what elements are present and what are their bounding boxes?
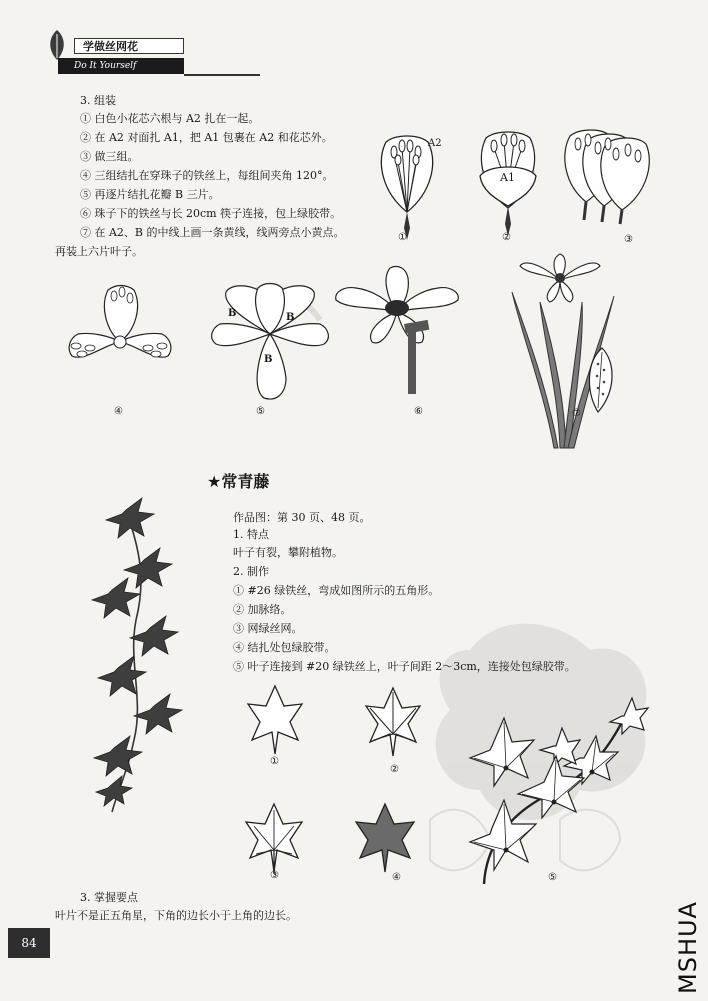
header-title: 学做丝网花 [74, 38, 184, 54]
flower-figure-6 [332, 262, 462, 402]
label-b-1: B [228, 308, 237, 319]
section-a-heading: 3. 组装 [80, 94, 116, 107]
header-subtitle: Do It Yourself [58, 58, 184, 74]
flower-figure-5 [200, 278, 340, 408]
section-b-step-4: ④ 结扎处包绿胶带。 [233, 641, 336, 654]
flower-figure-4 [62, 282, 178, 402]
page-number: 84 [8, 928, 50, 958]
fig-a-label-3: ③ [624, 234, 633, 245]
ivy-label-5: ⑤ [548, 872, 557, 883]
section-a-step-5: ⑤ 再逐片结扎花瓣 B 三片。 [80, 188, 220, 201]
section-a-tail: 再装上六片叶子。 [55, 245, 143, 258]
watermark-text: MSHUA [674, 901, 702, 994]
ivy-vine-illustration [90, 490, 200, 820]
section-b-feature-heading: 1. 特点 [233, 528, 269, 541]
fig-a-label-2: ② [502, 232, 511, 243]
ivy-leaf-figure-4 [352, 800, 418, 876]
section-a-step-1: ① 白色小花芯六根与 A2 扎在一起。 [80, 112, 260, 125]
section-b-make-heading: 2. 制作 [233, 565, 269, 578]
ivy-label-2: ② [390, 764, 399, 775]
flower-figure-7 [504, 252, 644, 452]
label-a1: A1 [500, 171, 515, 184]
section-a-step-7: ⑦ 在 A2、B 的中线上画一条黄线，线两旁点小黄点。 [80, 226, 345, 239]
ivy-label-4: ④ [392, 872, 401, 883]
section-a-step-2: ② 在 A2 对面扎 A1，把 A1 包裹在 A2 和花芯外。 [80, 131, 333, 144]
section-b-step-2: ② 加脉络。 [233, 603, 292, 616]
section-a-step-6: ⑥ 珠子下的铁丝与长 20cm 筷子连接，包上绿胶带。 [80, 207, 342, 220]
section-b-step-1: ① #26 绿铁丝，弯成如图所示的五角形。 [233, 584, 440, 597]
ivy-label-3: ③ [270, 870, 279, 881]
label-a2: A2 [428, 138, 442, 149]
section-b-ref: 作品图：第 30 页、48 页。 [233, 511, 371, 524]
ivy-branch-figure-5 [456, 688, 646, 888]
fig-a-label-5: ⑤ [256, 406, 265, 417]
label-b-3: B [264, 354, 273, 365]
fig-a-label-4: ④ [114, 406, 123, 417]
fig-a-label-7: ⑦ [572, 408, 581, 419]
section-a-step-3: ③ 做三组。 [80, 150, 139, 163]
ivy-leaf-figure-1 [244, 682, 306, 758]
ivy-label-1: ① [270, 756, 279, 767]
ivy-leaf-figure-2 [362, 684, 424, 760]
ivy-leaf-figure-3 [242, 800, 306, 876]
section-b-feature: 叶子有裂，攀附植物。 [233, 546, 343, 559]
fig-a-label-1: ① [398, 232, 407, 243]
label-b-2: B [286, 312, 295, 323]
section-c-text: 叶片不是正五角星，下角的边长小于上角的边长。 [55, 909, 297, 922]
section-b-step-3: ③ 网绿丝网。 [233, 622, 303, 635]
watermark [670, 880, 704, 998]
section-b-step-5: ⑤ 叶子连接到 #20 绿铁丝上，叶子间距 2～3cm，连接处包绿胶带。 [233, 660, 576, 673]
flower-figure-3 [556, 124, 652, 230]
section-b-heading: ★常青藤 [207, 472, 270, 491]
section-c-heading: 3. 掌握要点 [80, 891, 138, 904]
section-a-step-4: ④ 三组结扎在穿珠子的铁丝上，每组间夹角 120°。 [80, 169, 334, 182]
fig-a-label-6: ⑥ [414, 406, 423, 417]
